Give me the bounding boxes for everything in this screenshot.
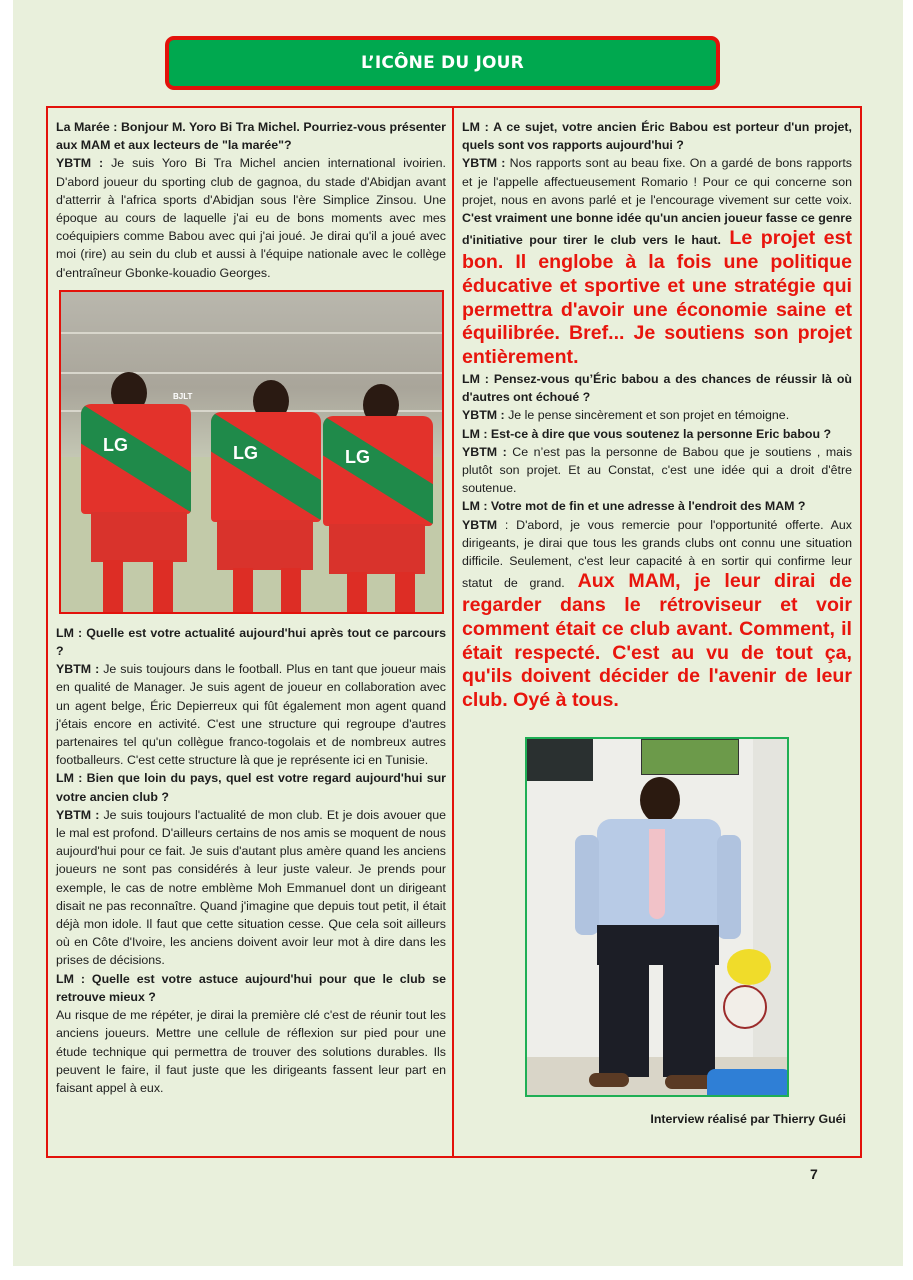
intro-question-label: La Marée :: [56, 120, 118, 134]
answer-label: YBTM: [462, 517, 498, 532]
answer-label: YBTM :: [462, 156, 506, 171]
right-column: [462, 118, 852, 1128]
interview-question: LM : Quelle est votre astuce aujourd'hui pour que le club se retrouve mieux ?: [56, 971, 446, 1004]
qa-block: [462, 370, 852, 425]
answer-label: YBTM :: [462, 408, 505, 423]
qa-block: [462, 497, 852, 713]
qa-block: [56, 624, 446, 770]
intro-answer-label: YBTM :: [56, 156, 104, 171]
qa-block: [56, 970, 446, 1097]
interview-answer: Je suis toujours l'actualité de mon club. Et je dois avouer que le mal est profond. D'ailleurs certains de nos amis se moquent de nous aujourd'hui pour ce fait. Je suis d'autant plus amère quand les anciens joueurs ne sont pas considérés à leur juste valeur. Je prends pour exemple, le cas de notre emblème Moh Emmanuel dont un dirigeant disait ne pas reconnaître. Quand j'imagine que depuis tout petit, il était déjà mon idole. Il faut que cette situation cesse. Que cela soit ailleurs où en Côte d'Ivoire, les anciens doivent avoir leur mot à dire dans les prises de décisions.: [56, 807, 447, 968]
interview-answer: Ce n’est pas la personne de Babou que je soutiens , mais plutôt son projet. Et au Constat, c'est une idée qui a droit d'être soutenue.: [462, 444, 853, 496]
intro-block: [56, 118, 446, 282]
section-title-banner: [165, 36, 720, 90]
photo-watermark: BJLT: [173, 391, 193, 401]
intro-question: Bonjour M. Yoro Bi Tra Michel. Pourriez-vous présenter aux MAM et aux lecteurs de "la marée"?: [56, 120, 447, 153]
answer-label: YBTM :: [56, 807, 100, 822]
interview-question: LM : A ce sujet, votre ancien Éric Babou est porteur d'un projet, quels sont vos rapports aujourd'hui ?: [462, 120, 852, 153]
column-divider: [452, 106, 454, 1158]
page-number: 7: [810, 1166, 818, 1182]
highlight-quote: Aux MAM, je leur dirai de regarder dans le rétroviseur et voir comment était ce club avant. Comment, il était respecté. C'est au vu de tout ça, qu'ils doivent décider de l'avenir de leur club. Oyé à tous.: [462, 570, 852, 712]
interview-answer: Je suis toujours dans le football. Plus en tant que joueur mais en qualité de Manager. Je suis agent de joueur en collaboration avec un agent belge, Éric Depierreux qui fût également mon agent quand j'étais encore en activité. C'est une structure qui regroupe d'autres partenaires tel qu'un collègue franco-togolais et de nombreux autres footballeurs. C'est cette structure là que je représente ici en Tunisie.: [56, 662, 446, 768]
interview-question: LM : Bien que loin du pays, quel est votre regard aujourd'hui sur votre ancien club ?: [56, 771, 446, 804]
interview-question: LM : Est-ce à dire que vous soutenez la personne Eric babou ?: [462, 426, 832, 441]
section-title: L’ICÔNE DU JOUR: [361, 53, 524, 73]
qa-block: [462, 118, 852, 370]
highlight-quote: Le projet est bon. Il englobe à la fois une politique éducative et sportive et une stratégie qui permettra d'avoir une économie saine et équilibrée. Bref... Je soutiens son projet entièrement.: [462, 227, 852, 369]
portrait-wrap: [462, 737, 852, 1102]
interview-answer: Au risque de me répéter, je dirai la première clé c'est de réunir tout les anciens joueurs. Mettre une cellule de réflexion sur pied pour une étude technique qui permettra de trouver des solutions durables. Ils peuvent le faire, il faut juste que les dirigeants fassent leur part en faisant appel à eux.: [56, 1008, 446, 1095]
answer-label: YBTM :: [462, 444, 507, 459]
portrait-photo: [525, 737, 789, 1097]
intro-answer: Je suis Yoro Bi Tra Michel ancien international ivoirien. D'abord joueur du sporting club de gagnoa, du stade d'Abidjan avant d'atterrir à l'africa sports d'Abidjan sous l'ère Simplice Zinsou. Une époque au cours de laquelle j'ai eu de bons moments avec mes coéquipiers comme Babou avec qui j'ai joué. Je dirai qu'il a joué avec moi (rire) au sein du club et aussi à l'équipe nationale avec le collège d'entraîneur Gbonke-kouadio Georges.: [56, 156, 446, 280]
photo-credit: Interview réalisé par Thierry Guéi: [650, 1112, 846, 1127]
interview-question: LM : Quelle est votre actualité aujourd'hui après tout ce parcours ?: [56, 625, 446, 659]
interview-question: LM : Votre mot de fin et une adresse à l'endroit des MAM ?: [462, 499, 806, 514]
interview-answer-bold: C'est vraiment une bonne idée qu'un ancien joueur fasse ce genre d'initiative pour tirer le club vers le haut.: [462, 211, 852, 248]
team-photo: LG LG LG BJLT: [59, 290, 444, 614]
interview-answer: Je le pense sincèrement et son projet en témoigne.: [504, 408, 790, 423]
left-column: [56, 118, 446, 1097]
interview-answer: Nos rapports sont au beau fixe. On a gardé de bons rapports et je l'appelle affectueusement Romario ! Pour ce qui concerne son projet, nous en avons parlé et je l'encourage vivement sur cette voix.: [462, 156, 853, 207]
qa-block: [462, 425, 852, 498]
interview-question: LM : Pensez-vous qu’Éric babou a des chances de réussir là où d'autres ont échoué ?: [462, 372, 852, 405]
answer-label: YBTM :: [56, 662, 100, 677]
interview-answer: : D'abord, je vous remercie pour l'opportunité offerte. Aux dirigeants, je dirai que tous les grands clubs ont connu une situation difficile. Seulement, c'est leur capacité à en sortir qui confirme leur statut de grand.: [462, 517, 852, 591]
qa-block: [56, 769, 446, 969]
